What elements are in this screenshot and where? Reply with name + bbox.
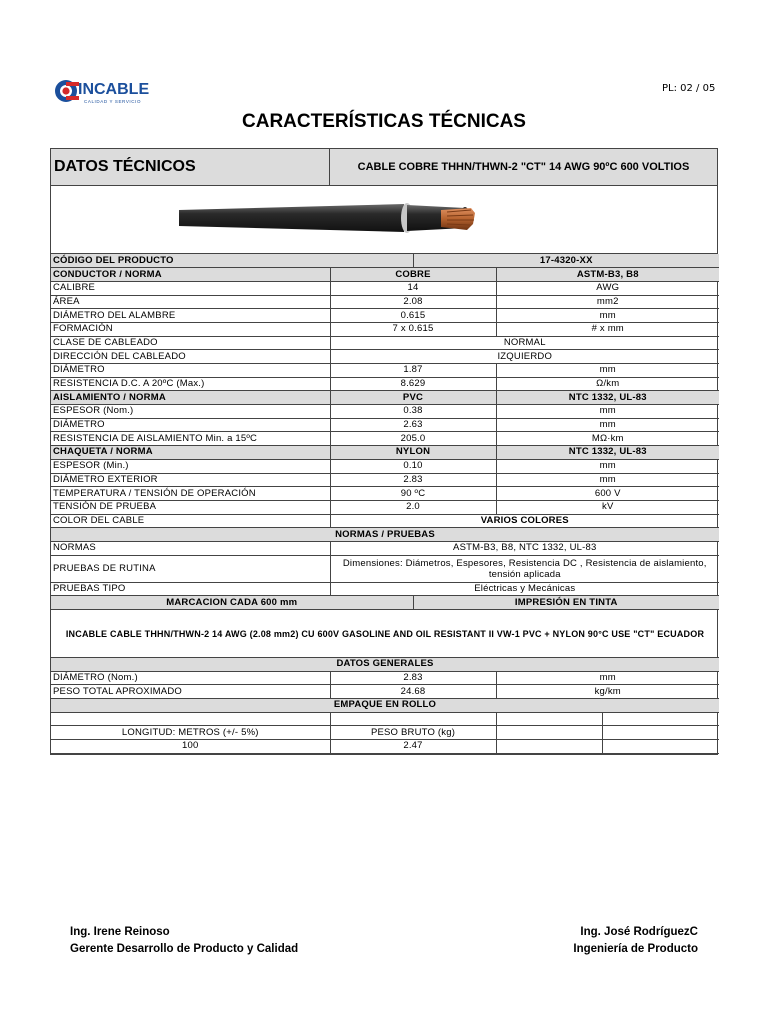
logo-tagline: CALIDAD Y SERVICIO — [84, 99, 142, 104]
section-standard: ASTM-B3, B8 — [496, 268, 719, 282]
spec-value: IZQUIERDO — [330, 350, 719, 364]
spec-unit: # x mm — [496, 322, 719, 336]
cable-illustration — [179, 194, 479, 242]
spec-label: CLASE DE CABLEADO — [51, 336, 330, 350]
section-label: AISLAMIENTO / NORMA — [51, 391, 330, 405]
signatory-role: Ingeniería de Producto — [573, 942, 698, 955]
signature-left — [70, 924, 298, 957]
spec-row — [51, 473, 719, 487]
spec-row — [51, 671, 719, 685]
empty-cell — [602, 740, 719, 754]
spec-row — [51, 336, 719, 350]
spec-value: 205.0 — [330, 432, 496, 446]
section-header: EMPAQUE EN ROLLO — [51, 699, 719, 713]
spec-row — [51, 555, 719, 582]
conductor-header-row — [51, 268, 719, 282]
spec-value: 1.87 — [330, 364, 496, 378]
standards-header-row — [51, 528, 719, 542]
section-label: CONDUCTOR / NORMA — [51, 268, 330, 282]
product-code-label: CÓDIGO DEL PRODUCTO — [51, 254, 413, 268]
jacket-header-row — [51, 446, 719, 460]
spec-row — [51, 295, 719, 309]
packing-weight-label: PESO BRUTO (kg) — [330, 726, 496, 740]
spec-row — [51, 405, 719, 419]
spec-label: ÁREA — [51, 295, 330, 309]
spec-value: 2.83 — [330, 671, 496, 685]
spec-label: DIÁMETRO DEL ALAMBRE — [51, 309, 330, 323]
signatory-role: Gerente Desarrollo de Producto y Calidad — [70, 942, 299, 955]
marking-row — [51, 610, 719, 658]
cable-image — [51, 186, 717, 254]
signatory-name: Ing. Irene Reinoso — [70, 926, 170, 938]
section-material: COBRE — [330, 268, 496, 282]
empty-cell — [330, 712, 496, 726]
spec-value: ASTM-B3, B8, NTC 1332, UL-83 — [330, 541, 719, 555]
spec-value: Eléctricas y Mecánicas — [330, 582, 719, 596]
logo-text: INCABLE — [78, 81, 150, 98]
spec-value: 0.10 — [330, 459, 496, 473]
spec-unit: 600 V — [496, 487, 719, 501]
datasheet — [50, 148, 718, 755]
spec-value: 8.629 — [330, 377, 496, 391]
spec-label: ESPESOR (Min.) — [51, 459, 330, 473]
section-header: DATOS GENERALES — [51, 658, 719, 672]
spec-label: PRUEBAS DE RUTINA — [51, 555, 330, 582]
spec-label: DIÁMETRO (Nom.) — [51, 671, 330, 685]
marking-header-row — [51, 596, 719, 610]
spec-row — [51, 500, 719, 514]
spec-value: 14 — [330, 281, 496, 295]
spec-label: DIÁMETRO — [51, 364, 330, 378]
spec-row — [51, 459, 719, 473]
spec-value: 2.63 — [330, 418, 496, 432]
section-standard: NTC 1332, UL-83 — [496, 446, 719, 460]
spec-row — [51, 432, 719, 446]
spec-label: TENSIÓN DE PRUEBA — [51, 500, 330, 514]
spec-unit: mm — [496, 364, 719, 378]
spec-unit: mm — [496, 309, 719, 323]
packing-header-row — [51, 699, 719, 713]
spec-unit: mm — [496, 473, 719, 487]
spec-row — [51, 377, 719, 391]
spec-row — [51, 418, 719, 432]
empty-cell — [496, 726, 602, 740]
packing-length-value: 100 — [51, 740, 330, 754]
spec-row — [51, 364, 719, 378]
signature-right — [573, 924, 698, 957]
signatory-name: Ing. José RodríguezC — [580, 926, 698, 938]
section-material: PVC — [330, 391, 496, 405]
spec-label: NORMAS — [51, 541, 330, 555]
general-header-row — [51, 658, 719, 672]
spec-row — [51, 685, 719, 699]
page-title: CARACTERÍSTICAS TÉCNICAS — [242, 111, 526, 132]
spec-value: 0.38 — [330, 405, 496, 419]
spec-label: DIÁMETRO — [51, 418, 330, 432]
logo-graphic — [54, 72, 164, 112]
packing-label-row — [51, 726, 719, 740]
section-label: CHAQUETA / NORMA — [51, 446, 330, 460]
spec-row — [51, 350, 719, 364]
spec-unit: kg/km — [496, 685, 719, 699]
empty-cell — [496, 712, 602, 726]
spec-unit: mm — [496, 671, 719, 685]
spec-label: CALIBRE — [51, 281, 330, 295]
datasheet-header — [51, 149, 717, 186]
spec-label: PRUEBAS TIPO — [51, 582, 330, 596]
spec-unit: MΩ·km — [496, 432, 719, 446]
section-title: DATOS TÉCNICOS — [51, 149, 330, 185]
spec-unit: mm2 — [496, 295, 719, 309]
empty-cell — [496, 740, 602, 754]
spec-value: VARIOS COLORES — [330, 514, 719, 528]
marking-interval: MARCACION CADA 600 mm — [51, 596, 413, 610]
packing-weight-value: 2.47 — [330, 740, 496, 754]
spec-value: 2.83 — [330, 473, 496, 487]
spec-row — [51, 322, 719, 336]
product-name: CABLE COBRE THHN/THWN-2 "CT" 14 AWG 90ºC 600 VOLTIOS — [357, 161, 690, 173]
section-material: NYLON — [330, 446, 496, 460]
spec-value: 90 ºC — [330, 487, 496, 501]
spec-label: RESISTENCIA D.C. A 20ºC (Max.) — [51, 377, 330, 391]
spec-label: FORMACIÓN — [51, 322, 330, 336]
insulation-header-row — [51, 391, 719, 405]
spec-label: RESISTENCIA DE AISLAMIENTO Min. a 15ºC — [51, 432, 330, 446]
spec-value: 24.68 — [330, 685, 496, 699]
product-code-row — [51, 254, 719, 268]
spec-label: PESO TOTAL APROXIMADO — [51, 685, 330, 699]
empty-cell — [602, 726, 719, 740]
spec-label: DIRECCIÓN DEL CABLEADO — [51, 350, 330, 364]
spec-row — [51, 309, 719, 323]
spec-unit: kV — [496, 500, 719, 514]
spec-value: 2.0 — [330, 500, 496, 514]
spec-unit: mm — [496, 405, 719, 419]
spec-unit: AWG — [496, 281, 719, 295]
spec-label: DIÁMETRO EXTERIOR — [51, 473, 330, 487]
packing-blank-row — [51, 712, 719, 726]
section-standard: NTC 1332, UL-83 — [496, 391, 719, 405]
empty-cell — [51, 712, 330, 726]
spec-label: ESPESOR (Nom.) — [51, 405, 330, 419]
specs-table — [51, 254, 719, 754]
spec-unit: Ω/km — [496, 377, 719, 391]
spec-value: 2.08 — [330, 295, 496, 309]
spec-row — [51, 541, 719, 555]
spec-row — [51, 487, 719, 501]
spec-label: TEMPERATURA / TENSIÓN DE OPERACIÓN — [51, 487, 330, 501]
spec-row — [51, 514, 719, 528]
spec-row — [51, 281, 719, 295]
spec-value: 0.615 — [330, 309, 496, 323]
marking-method: IMPRESIÓN EN TINTA — [413, 596, 719, 610]
packing-length-label: LONGITUD: METROS (+/- 5%) — [51, 726, 330, 740]
section-header: NORMAS / PRUEBAS — [51, 528, 719, 542]
spec-value: NORMAL — [330, 336, 719, 350]
incable-logo — [54, 72, 164, 112]
empty-cell — [602, 712, 719, 726]
marking-text: INCABLE CABLE THHN/THWN-2 14 AWG (2.08 mm2) CU 600V GASOLINE AND OIL RESISTANT II VW-1 PVC + NYLON 90°C USE "CT" ECUADOR — [51, 610, 719, 658]
spec-unit: mm — [496, 418, 719, 432]
page-number: PL: 02 / 05 — [662, 83, 716, 94]
spec-label: COLOR DEL CABLE — [51, 514, 330, 528]
spec-unit: mm — [496, 459, 719, 473]
product-code-value: 17-4320-XX — [413, 254, 719, 268]
spec-value: Dimensiones: Diámetros, Espesores, Resistencia DC , Resistencia de aislamiento, tensión aplicada — [330, 555, 719, 582]
spec-value: 7 x 0.615 — [330, 322, 496, 336]
packing-value-row — [51, 740, 719, 754]
spec-row — [51, 582, 719, 596]
